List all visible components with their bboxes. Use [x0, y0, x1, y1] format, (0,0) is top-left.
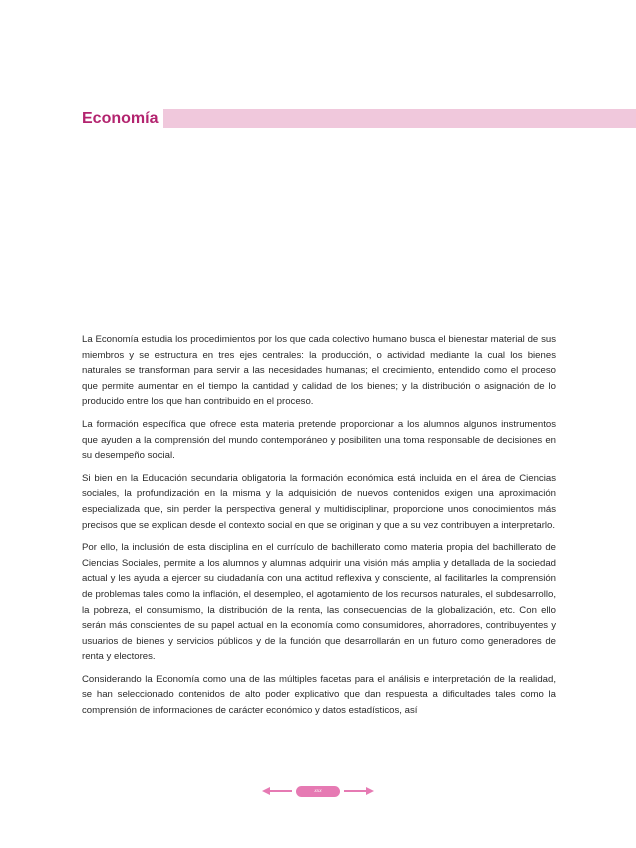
- section-header: [82, 108, 636, 129]
- paragraph: Por ello, la inclusión de esta disciplina en el currículo de bachillerato como materia propia del bachillerato de Ciencias Sociales, permite a los alumnos y alumnas adquirir una visión más amplia y detallada de la sociedad actual y les ayuda a ejercer su ciudadanía con una actitud reflexiva y consciente, al facilitarles la comprensión de problemas tales como la inflación, el desempleo, el agotamiento de los recursos naturales, el subdesarrollo, la pobreza, el consumismo, la distribución de la renta, las consecuencias de la globalización, etc. Con ello serán más conscientes de su papel actual en la economía como consumidores, ahorradores, contribuyentes y usuarios de bienes y servicios públicos y de la función que desarrollarán en un futuro como generadores de renta y electores.: [82, 542, 556, 663]
- section-title: Economía: [82, 110, 159, 127]
- arrow-left-icon: [262, 786, 292, 796]
- paragraph: La formación específica que ofrece esta materia pretende proporcionar a los alumnos algunos instrumentos que ayuden a la comprensión del mundo contemporáneo y posibiliten una toma responsable de decisiones en su desempeño social.: [82, 418, 556, 462]
- paragraph: Si bien en la Educación secundaria obligatoria la formación económica está incluida en el área de Ciencias sociales, la profundización en la misma y la adquisición de nuevos contenidos exigen una aproximación especializada que, sin perder la perspectiva general y multidisciplinar, proporcione unos conocimientos más precisos que se explican desde el contexto social en que se originan y que a su vez contribuyen a interpretarlo.: [82, 472, 556, 531]
- section-title-band: [163, 109, 636, 128]
- arrow-right-icon: [344, 786, 374, 796]
- page-footer: [262, 784, 374, 798]
- page-number-pill: xxx: [296, 786, 340, 797]
- paragraph: Considerando la Economía como una de las múltiples facetas para el análisis e interpretación de la realidad, se han seleccionado contenidos de alto poder explicativo que dan respuesta a dificultades tales como la comprensión de informaciones de carácter económico y datos estadísticos, así: [82, 673, 556, 717]
- paragraph: La Economía estudia los procedimientos por los que cada colectivo humano busca el bienestar material de sus miembros y se estructura en tres ejes centrales: la producción, o actividad mediante la cual los bienes naturales se transforman para servir a las necesidades humanas; el crecimiento, entendido como el proceso que permite aumentar en el tiempo la cantidad y calidad de los bienes; y la distribución o asignación de lo producido entre los que han contribuido en el proceso.: [82, 334, 556, 408]
- body-text: [82, 332, 556, 726]
